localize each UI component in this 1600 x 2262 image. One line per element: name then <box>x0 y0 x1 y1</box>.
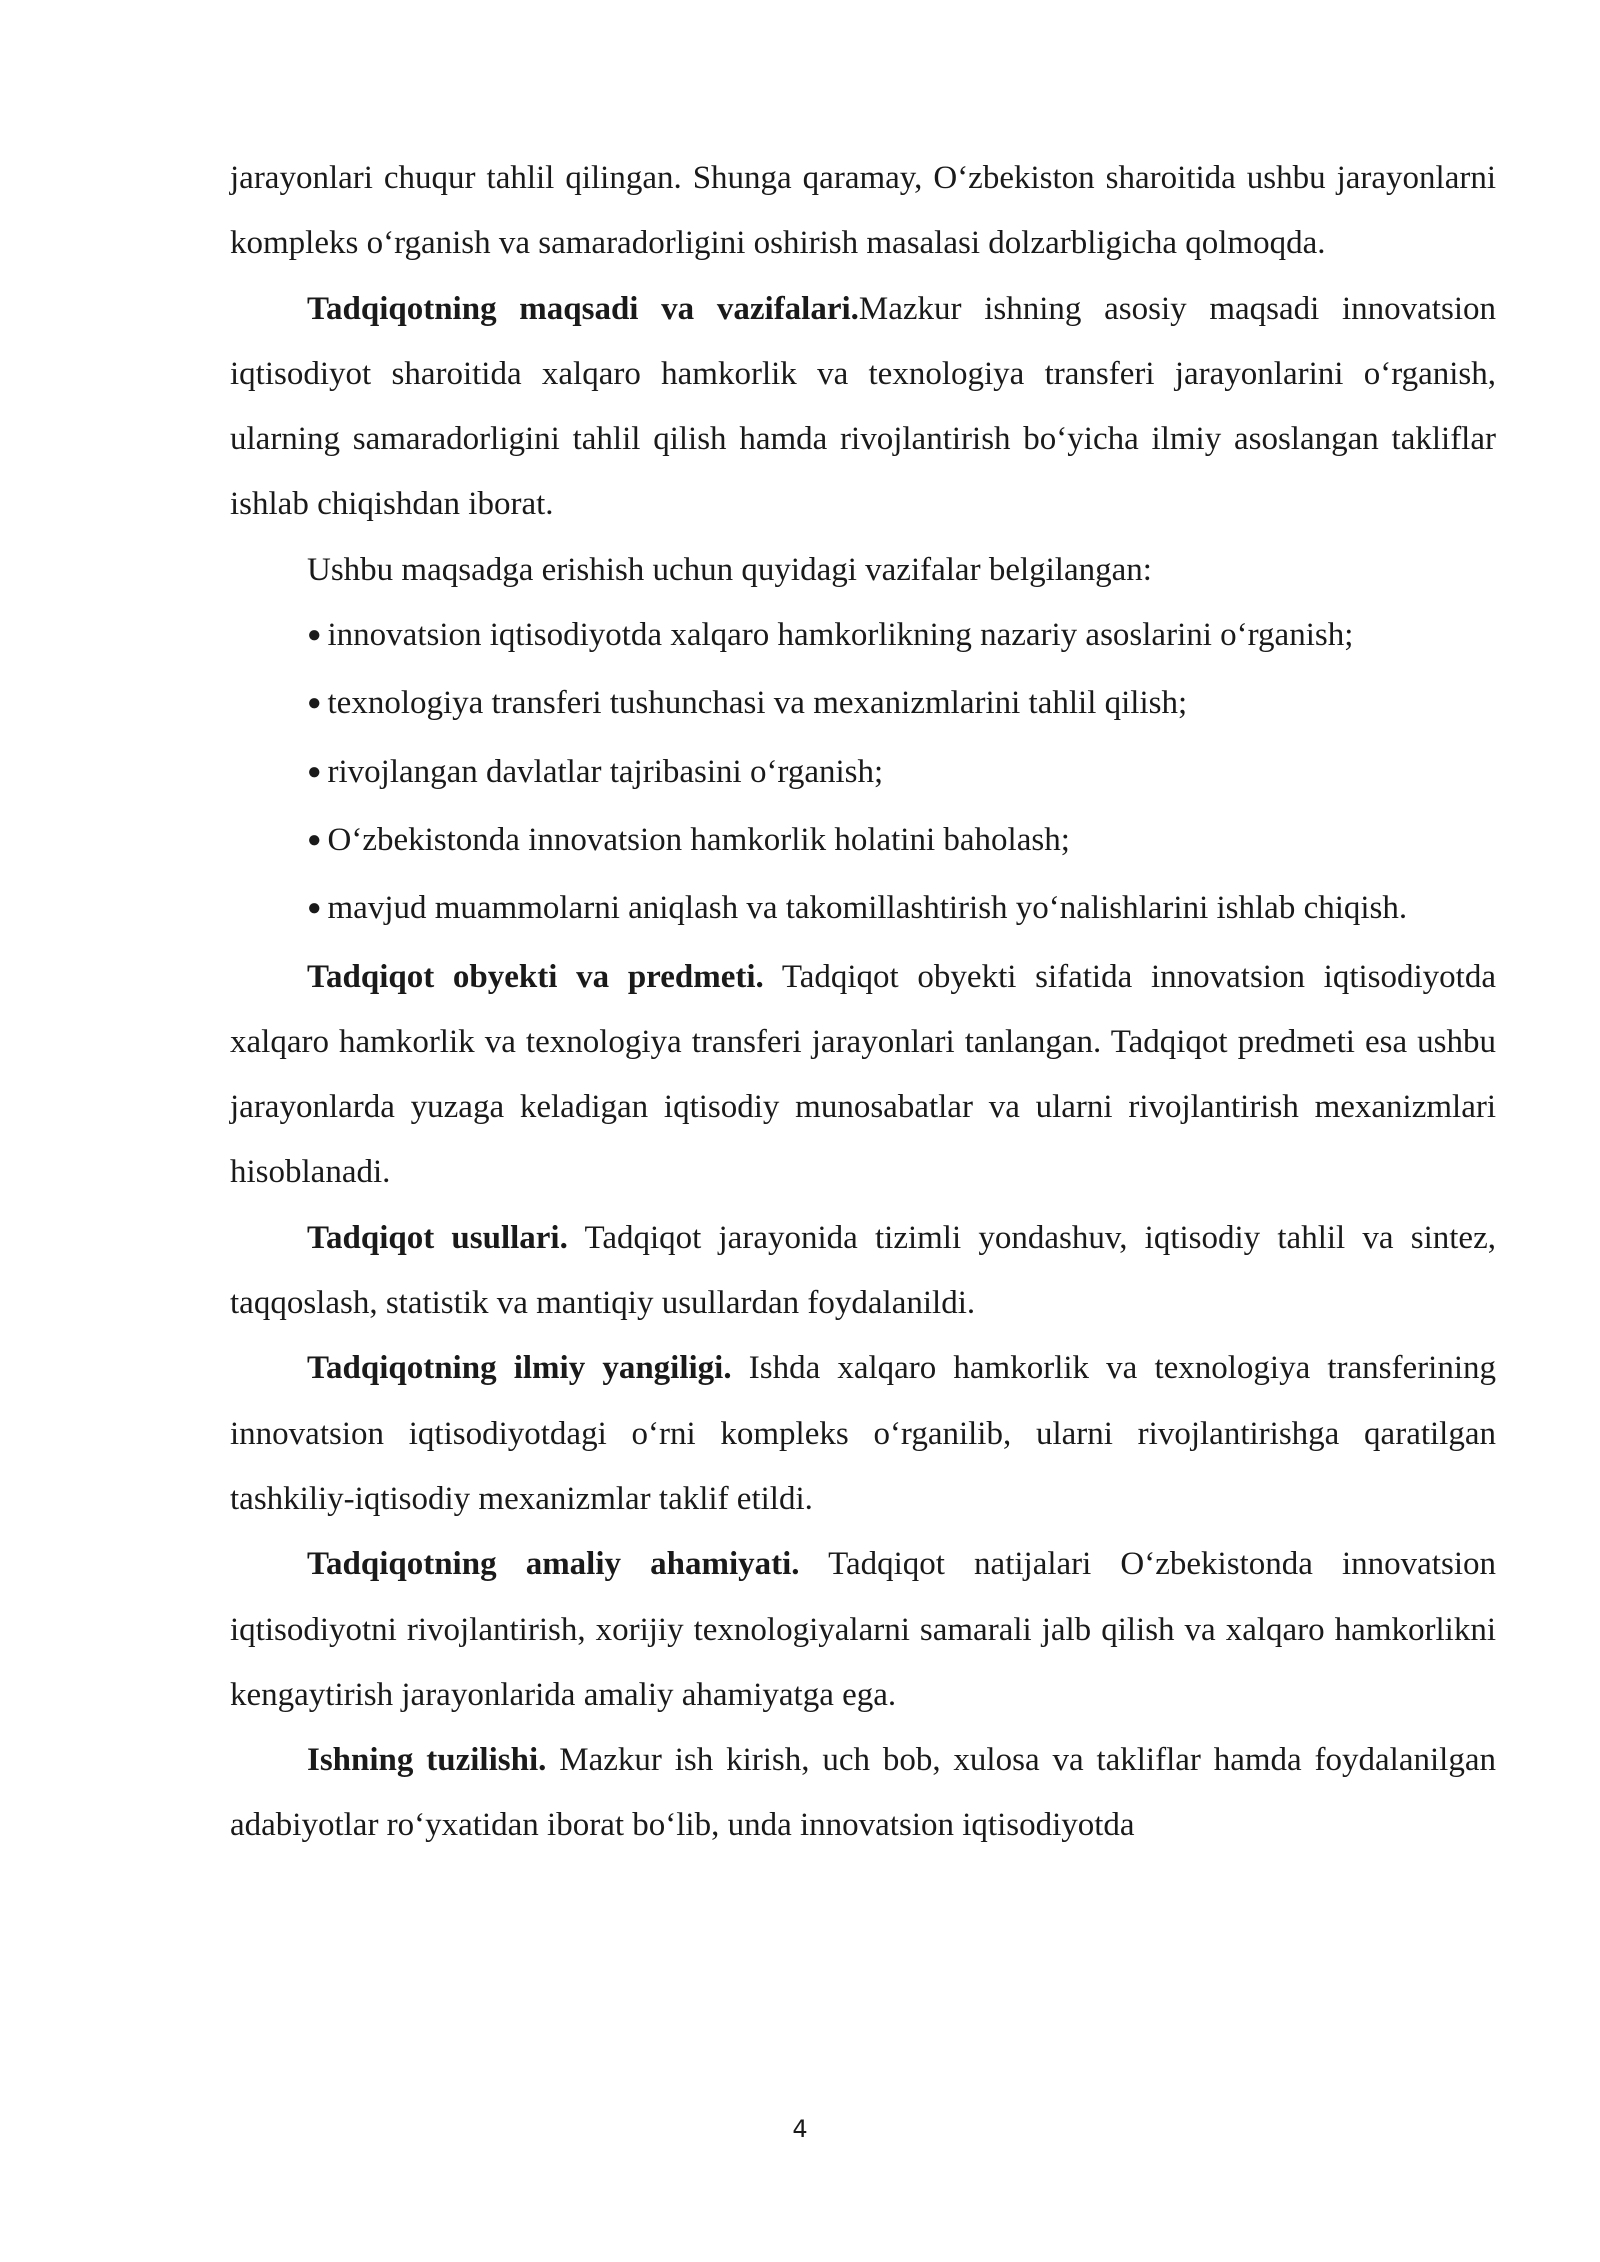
list-item <box>230 740 1496 808</box>
heading-practical: Tadqiqotning amaliy ahamiyati. <box>307 1546 800 1583</box>
structure-text: Mazkur ish kirish, uch bob, xulosa va takliflar hamda foydalanilgan adabiyotlar ro‘yxatidan iborat bo‘lib, unda innovatsion iqtisodiyotda <box>230 1742 1496 1844</box>
list-item <box>230 876 1496 944</box>
list-item-text: mavjud muammolarni aniqlash va takomillashtirish yo‘nalishlarini ishlab chiqish. <box>327 890 1408 927</box>
methods-text: Tadqiqot jarayonida tizimli yondashuv, iqtisodiy tahlil va sintez, taqqoslash, statistik va mantiqiy usullardan foydalanildi. <box>230 1219 1496 1322</box>
paragraph-goals <box>230 277 1496 538</box>
page-number: 4 <box>792 2115 808 2143</box>
novelty-text: Ishda xalqaro hamkorlik va texnologiya transferining innovatsion iqtisodiyotdagi o‘rni kompleks o‘rganilib, ularni rivojlantirishga qaratilgan tashkiliy-iqtisodiy mexanizmlar taklif etildi. <box>230 1350 1496 1517</box>
paragraph-practical <box>230 1532 1496 1728</box>
heading-methods: Tadqiqot usullari. <box>307 1219 568 1256</box>
heading-object: Tadqiqot obyekti va predmeti. <box>307 958 764 995</box>
list-item <box>230 671 1496 739</box>
bullet-icon: ● <box>307 690 322 717</box>
bullet-icon: ● <box>307 895 322 922</box>
heading-novelty: Tadqiqotning ilmiy yangiligi. <box>307 1350 732 1387</box>
list-item-text: innovatsion iqtisodiyotda xalqaro hamkorlikning nazariy asoslarini o‘rganish; <box>327 617 1354 654</box>
paragraph-intro-continuation: jarayonlari chuqur tahlil qilingan. Shunga qaramay, O‘zbekiston sharoitida ushbu jarayonlarni kompleks o‘rganish va samaradorligini oshirish masalasi dolzarbligicha qolmoqda. <box>230 160 1496 262</box>
list-item <box>230 808 1496 876</box>
list-item-text: rivojlangan davlatlar tajribasini o‘rganish; <box>327 753 884 790</box>
heading-goals: Tadqiqotning maqsadi va vazifalari. <box>307 290 859 327</box>
paragraph-methods <box>230 1206 1496 1337</box>
bullet-icon: ● <box>307 622 322 649</box>
heading-structure: Ishning tuzilishi. <box>307 1742 547 1779</box>
bullet-icon: ● <box>307 758 322 785</box>
bullet-icon: ● <box>307 826 322 853</box>
object-text: Tadqiqot obyekti sifatida innovatsion iqtisodiyotda xalqaro hamkorlik va texnologiya transferi jarayonlari tanlangan. Tadqiqot predmeti esa ushbu jarayonlarda yuzaga keladigan iqtisodiy munosabatlar va ularni rivojlantirish mexanizmlari hisoblanadi. <box>230 958 1496 1191</box>
document-body <box>230 146 1496 1859</box>
paragraph-structure <box>230 1728 1496 1859</box>
paragraph-tasks-intro: Ushbu maqsadga erishish uchun quyidagi vazifalar belgilangan: <box>307 551 1152 588</box>
paragraph-novelty <box>230 1336 1496 1532</box>
list-item <box>230 603 1496 671</box>
paragraph-object <box>230 945 1496 1206</box>
list-item-text: O‘zbekistonda innovatsion hamkorlik holatini baholash; <box>327 821 1070 858</box>
goals-text: Mazkur ishning asosiy maqsadi innovatsion iqtisodiyot sharoitida xalqaro hamkorlik va texnologiya transferi jarayonlarini o‘rganish, ularning samaradorligini tahlil qilish hamda rivojlantirish bo‘yicha ilmiy asoslangan takliflar ishlab chiqishdan iborat. <box>230 290 1496 523</box>
practical-text: Tadqiqot natijalari O‘zbekistonda innovatsion iqtisodiyotni rivojlantirish, xorijiy texnologiyalarni samarali jalb qilish va xalqaro hamkorlikni kengaytirish jarayonlarida amaliy ahamiyatga ega. <box>230 1546 1496 1713</box>
list-item-text: texnologiya transferi tushunchasi va mexanizmlarini tahlil qilish; <box>327 685 1188 722</box>
